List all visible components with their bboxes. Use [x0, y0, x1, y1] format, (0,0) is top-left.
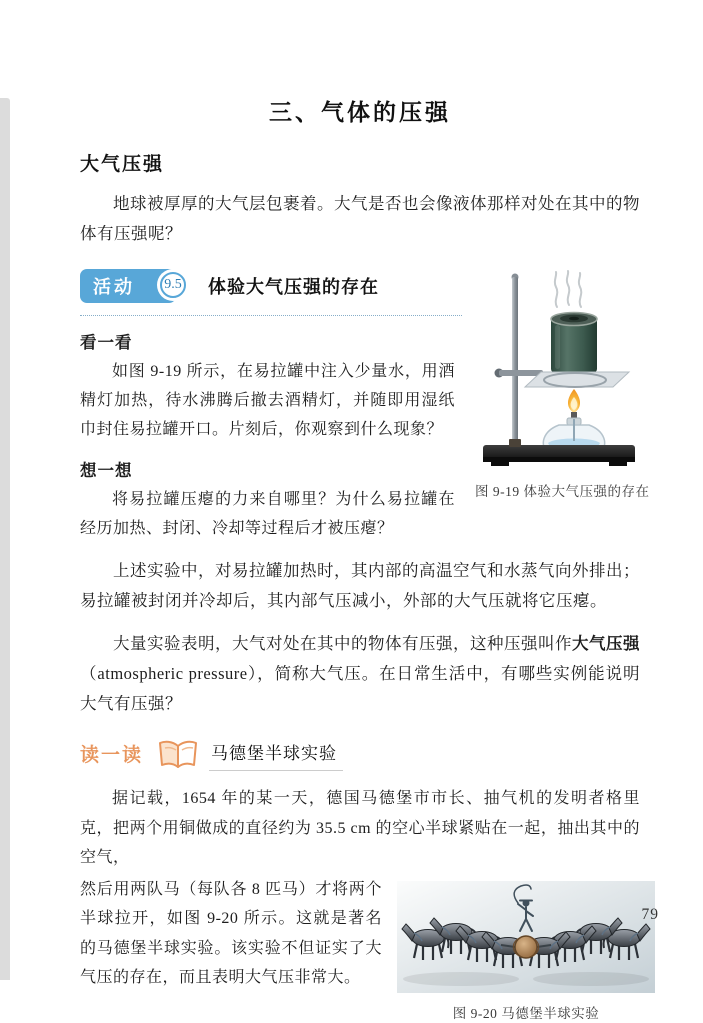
- figure-9-20-caption: 图 9-20 马德堡半球实验: [452, 1005, 600, 1021]
- think-heading: 想一想: [80, 461, 133, 480]
- look-heading: 看一看: [80, 333, 133, 352]
- page-content: [80, 0, 655, 1023]
- can-experiment-illustration: [475, 269, 655, 469]
- page-title: 三、气体的压强: [269, 99, 451, 125]
- reading-paragraph-intro: 据记载，1654 年的某一天，德国马德堡市市长、抽气机的发明者格里克，把两个用铜做成的直径约为 35.5 cm 的空心半球紧贴在一起，抽出其中的空气，: [80, 790, 640, 866]
- activity-title: 体验大气压强的存在: [208, 277, 379, 297]
- activity-section: [80, 269, 655, 543]
- reading-paragraph-wrap: 然后用两队马（每队各 8 匹马）才将两个半球拉开，如图 9-20 所示。这就是著名的马德堡半球实验。该实验不但证实了大气压的存在，而且表明大气压非常大。: [80, 880, 382, 986]
- think-paragraph: 将易拉罐压瘪的力来自哪里？为什么易拉罐在经历加热、封闭、冷却等过程后才被压瘪？: [80, 491, 455, 537]
- figure-9-20: [397, 881, 655, 1023]
- activity-number-badge: 9.5: [160, 272, 186, 298]
- reading-label: 读一读: [80, 745, 144, 766]
- magdeburg-hemispheres-illustration: [397, 881, 655, 993]
- activity-figure-column: [475, 269, 655, 543]
- page-number: 79: [641, 906, 659, 923]
- body-paragraph-2: [80, 629, 640, 719]
- reading-header: [80, 739, 655, 771]
- reading-title: 马德堡半球实验: [209, 739, 343, 771]
- paragraph-2-suffix: （atmospheric pressure），简称大气压。在日常生活中，有哪些实例能说明大气有压强？: [80, 664, 640, 713]
- body-paragraph-1: 上述实验中，对易拉罐加热时，其内部的高温空气和水蒸气向外排出；易拉罐被封闭并冷却后，其内部气压减小，外部的大气压就将它压瘪。: [80, 561, 640, 610]
- activity-badge-label: 活动: [80, 269, 176, 303]
- page-edge-strip: [0, 98, 10, 980]
- look-paragraph: 如图 9-19 所示，在易拉罐中注入少量水，用酒精灯加热，待水沸腾后撤去酒精灯，并随即用湿纸巾封住易拉罐开口。片刻后，你观察到什么现象？: [80, 363, 455, 438]
- figure-9-19: [475, 269, 655, 501]
- reading-wrap-row: [80, 875, 655, 1023]
- paragraph-2-prefix: 大量实验表明，大气对处在其中的物体有压强，这种压强叫作: [113, 634, 572, 653]
- figure-9-19-caption: 图 9-19 体验大气压强的存在: [475, 484, 650, 499]
- section-heading: 大气压强: [80, 154, 165, 175]
- activity-left-column: [80, 269, 462, 543]
- open-book-icon: [157, 739, 199, 771]
- activity-header: [80, 269, 462, 316]
- steam-icon: [555, 271, 581, 307]
- intro-paragraph: 地球被厚厚的大气层包裹着。大气是否也会像液体那样对处在其中的物体有压强呢？: [80, 194, 640, 243]
- key-term: 大气压强: [572, 635, 640, 653]
- activity-badge: [80, 269, 192, 303]
